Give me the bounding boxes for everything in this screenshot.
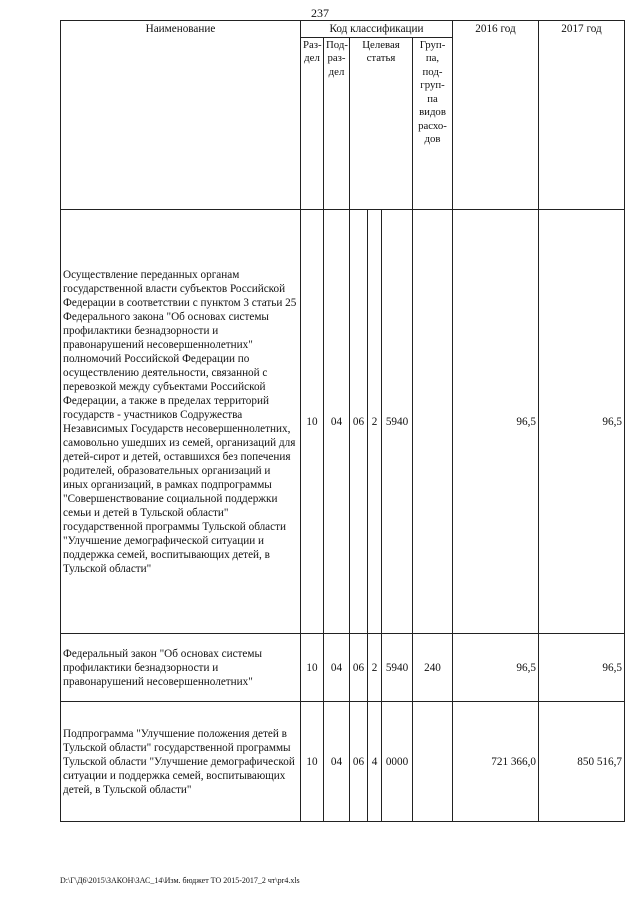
row-target-2: 4 <box>368 702 382 822</box>
row-value-2017: 850 516,7 <box>539 702 625 822</box>
row-section: 10 <box>301 702 324 822</box>
row-target-3: 0000 <box>382 702 413 822</box>
table-row <box>61 634 625 702</box>
row-value-2017: 96,5 <box>539 634 625 702</box>
row-value-2016: 721 366,0 <box>453 702 539 822</box>
row-subsection: 04 <box>324 702 350 822</box>
row-name: Осуществление переданных органам государственной власти субъектов Российской Федерации в соответствии с пунктом 3 статьи 25 Федерального закона "Об основах системы профилактики безнадзорности и правонарушений несовершеннолетних" полномочий Российской Федерации по осуществлению деятельности, связанной с перевозкой между субъектами Российской Федерации, а также в пределах территорий государств - участников Содружества Независимых Государств несовершеннолетних, самовольно ушедших из семей, организаций для детей-сирот и детей, оставшихся без попечения родителей, образовательных организаций и иных организаций, в рамках подпрограммы "Совершенствование социальной поддержки семьи и детей в Тульской области" государственной программы Тульской области "Улучшение демографической ситуации и поддержка семей, воспитывающих детей, в Тульской области" <box>61 210 301 634</box>
row-target-2: 2 <box>368 210 382 634</box>
header-name <box>61 21 301 210</box>
header-year-2016: 2016 год <box>453 21 539 210</box>
table-row <box>61 702 625 822</box>
row-section: 10 <box>301 634 324 702</box>
row-target-1: 06 <box>350 210 368 634</box>
row-target-3: 5940 <box>382 210 413 634</box>
row-subsection: 04 <box>324 210 350 634</box>
row-section: 10 <box>301 210 324 634</box>
header-classification: Код классификации <box>301 21 453 38</box>
header-target-item: Целевая статья <box>350 38 413 210</box>
header-section: Раз- дел <box>301 38 324 210</box>
row-name: Подпрограмма "Улучшение положения детей в Тульской области" государственной программы Тульской области "Улучшение демографической ситуации и поддержка семей, воспитывающих детей, в Тульской области" <box>61 702 301 822</box>
row-target-1: 06 <box>350 634 368 702</box>
header-row-1 <box>61 21 625 38</box>
row-target-2: 2 <box>368 634 382 702</box>
row-value-2016: 96,5 <box>453 210 539 634</box>
budget-table <box>60 20 625 822</box>
footer-file-path: D:\Г\Д6\2015\ЗАКОН\ЗАС_14\Изм. бюджет ТО 2015-2017_2 чт\pr4.xls <box>60 876 300 885</box>
header-year-2017: 2017 год <box>539 21 625 210</box>
row-value-2016: 96,5 <box>453 634 539 702</box>
row-group <box>413 210 453 634</box>
row-name: Федеральный закон "Об основах системы профилактики безнадзорности и правонарушений несовершеннолетних" <box>61 634 301 702</box>
row-group <box>413 702 453 822</box>
row-value-2017: 96,5 <box>539 210 625 634</box>
header-name-label: Наименование <box>145 23 216 35</box>
header-expense-group: Груп- па, под- груп- па видов расхо- дов <box>413 38 453 210</box>
page-number: 237 <box>311 6 329 20</box>
row-target-1: 06 <box>350 702 368 822</box>
header-subsection: Под- раз- дел <box>324 38 350 210</box>
row-subsection: 04 <box>324 634 350 702</box>
row-target-3: 5940 <box>382 634 413 702</box>
row-group: 240 <box>413 634 453 702</box>
table-row <box>61 210 625 634</box>
